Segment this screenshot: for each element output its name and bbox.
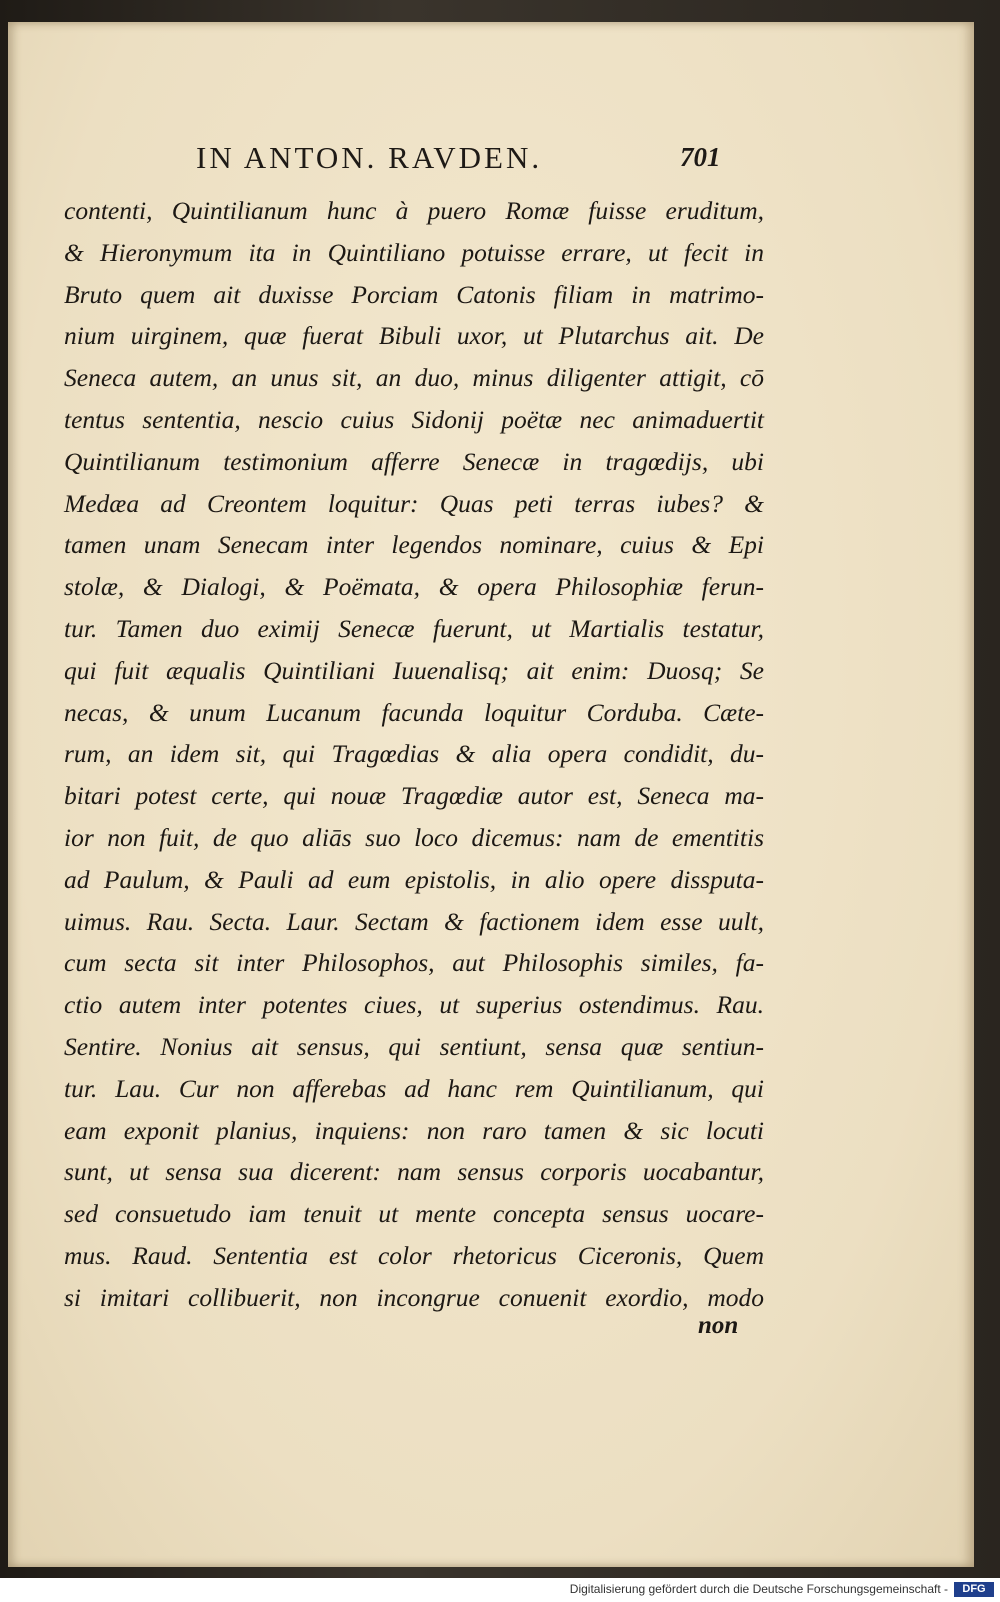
text-line: sunt, ut sensa sua dicerent: nam sensus corporis uocabantur, <box>64 1157 764 1187</box>
dfg-logo: DFG <box>954 1582 994 1597</box>
text-line: eam exponit planius, inquiens: non raro tamen & sic locuti <box>64 1115 764 1145</box>
text-line: tentus sententia, nescio cuius Sidonij poëtæ nec animaduertit <box>64 404 764 434</box>
text-line: ctio autem inter potentes ciues, ut superius ostendimus. Rau. <box>64 990 764 1020</box>
text-line: Seneca autem, an unus sit, an duo, minus diligenter attigit, cō <box>64 363 764 393</box>
text-line: nium uirginem, quæ fuerat Bibuli uxor, ut Plutarchus ait. De <box>64 321 764 351</box>
text-line: & Hieronymum ita in Quintiliano potuisse errare, ut fecit in <box>64 237 764 267</box>
text-line: qui fuit æqualis Quintiliani Iuuenalisq; ait enim: Duosq; Se <box>64 655 764 685</box>
body-text <box>64 190 764 1319</box>
page-number: 701 <box>680 142 721 172</box>
text-line: Medæa ad Creontem loquitur: Quas peti terras iubes? & <box>64 488 764 518</box>
running-head-title: IN ANTON. RAVDEN. <box>196 140 543 175</box>
digitization-footer <box>0 1578 1000 1602</box>
text-line: rum, an idem sit, qui Tragœdias & alia opera condidit, du- <box>64 739 764 769</box>
text-line: tur. Tamen duo eximij Senecæ fuerunt, ut Martialis testatur, <box>64 613 764 643</box>
text-line: stolæ, & Dialogi, & Poëmata, & opera Philosophiæ ferun- <box>64 572 764 602</box>
text-line: contenti, Quintilianum hunc à puero Romæ fuisse eruditum, <box>64 196 764 225</box>
text-line: Sentire. Nonius ait sensus, qui sentiunt, sensa quæ sentiun- <box>64 1031 764 1061</box>
text-line: Bruto quem ait duxisse Porciam Catonis filiam in matrimo- <box>64 279 764 309</box>
text-line: necas, & unum Lucanum facunda loquitur Corduba. Cæte- <box>64 697 764 727</box>
text-line: bitari potest certe, qui nouæ Tragœdiæ autor est, Seneca ma- <box>64 781 764 811</box>
text-line: uimus. Rau. Secta. Laur. Sectam & factionem idem esse uult, <box>64 906 764 936</box>
text-line: tur. Lau. Cur non afferebas ad hanc rem Quintilianum, qui <box>64 1073 764 1103</box>
text-line: ad Paulum, & Pauli ad eum epistolis, in alio opere dissputa- <box>64 864 764 894</box>
running-head <box>68 130 768 176</box>
text-line: ior non fuit, de quo aliās suo loco dicemus: nam de ementitis <box>64 822 764 852</box>
catchword: non <box>698 1312 739 1339</box>
text-line: Quintilianum testimonium afferre Senecæ in tragœdijs, ubi <box>64 446 764 476</box>
text-line: cum secta sit inter Philosophos, aut Philosophis similes, fa- <box>64 948 764 978</box>
footer-credit: Digitalisierung gefördert durch die Deutsche Forschungsgemeinschaft - <box>569 1582 948 1596</box>
text-line: mus. Raud. Sententia est color rhetoricus Ciceronis, Quem <box>64 1240 764 1270</box>
book-page <box>8 22 974 1567</box>
text-line: si imitari collibuerit, non incongrue conuenit exordio, modo <box>64 1282 764 1312</box>
text-line: tamen unam Senecam inter legendos nominare, cuius & Epi <box>64 530 764 560</box>
text-line: sed consuetudo iam tenuit ut mente concepta sensus uocare- <box>64 1199 764 1229</box>
